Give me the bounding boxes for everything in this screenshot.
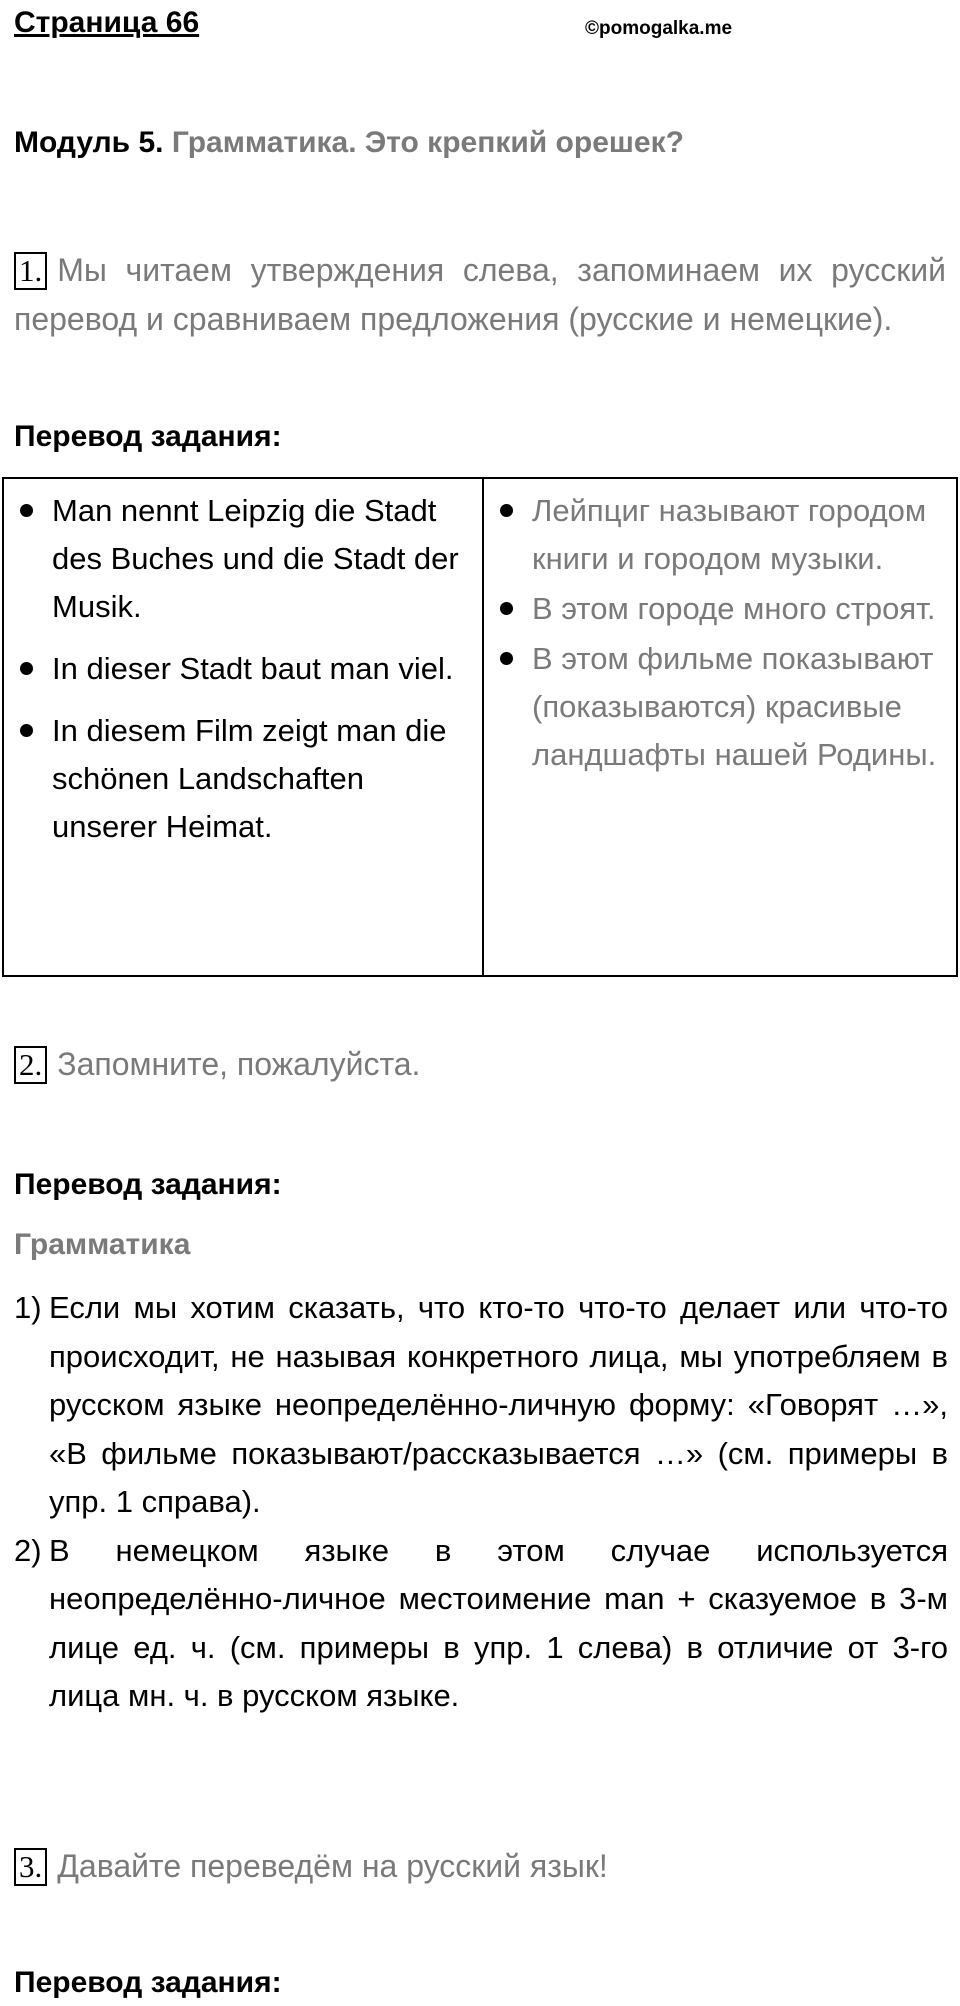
german-sentence: Man nennt Leipzig die Stadt des Buches und die Stadt der Musik.	[14, 487, 472, 631]
bullet-icon	[20, 724, 33, 737]
task-3-text: Давайте переведём на русский язык!	[57, 1848, 608, 1884]
rule-text: Если мы хотим сказать, что кто-то что-то делает или что-то происходит, не называя конкретного лица, мы употребляем в русском языке неопределённо-личную форму: «Говорят …», «В фильме показывают/рассказывается …» (см. примеры в упр. 1 справа).	[49, 1290, 948, 1519]
german-column	[3, 478, 483, 976]
task-2-translation-heading: Перевод задания:	[14, 1168, 282, 1201]
task-1-text: Мы читаем утверждения слева, запоминаем их русский перевод и сравниваем предложения (русские и немецкие).	[14, 252, 946, 337]
bullet-icon	[500, 652, 513, 665]
bullet-icon	[20, 662, 33, 675]
task-3-translation-heading: Перевод задания:	[14, 1966, 282, 1999]
german-sentence: In diesem Film zeigt man die schönen Landschaften unserer Heimat.	[14, 707, 472, 851]
module-heading	[14, 126, 684, 160]
russian-sentence: Лейпциг называют городом книги и городом музыки.	[494, 487, 946, 583]
task-3-number: 3.	[14, 1848, 47, 1886]
russian-column	[483, 478, 957, 976]
watermark: ©pomogalka.me	[585, 18, 733, 39]
rule-number: 2)	[14, 1532, 42, 1568]
german-sentence: In dieser Stadt baut man viel.	[14, 645, 472, 693]
grammar-rule	[14, 1284, 948, 1527]
task-2-number: 2.	[14, 1046, 47, 1084]
grammar-rule	[14, 1527, 948, 1721]
page-title: Страница 66	[14, 6, 200, 39]
bullet-icon	[500, 504, 513, 517]
russian-sentence: В этом городе много строят.	[494, 585, 946, 633]
grammar-rules-list	[14, 1284, 948, 1721]
task-1-text-block	[14, 246, 946, 344]
task-2	[14, 1040, 946, 1089]
translation-table	[2, 477, 958, 977]
rule-text: В немецком языке в этом случае используется неопределённо-личное местоимение man + сказуемое в 3-м лице ед. ч. (см. примеры в упр. 1 слева) в отличие от 3-го лица мн. ч. в русском языке.	[49, 1532, 948, 1713]
russian-sentence: В этом фильме показывают (показываются) красивые ландшафты нашей Родины.	[494, 635, 946, 779]
task-2-text: Запомните, пожалуйста.	[57, 1046, 421, 1082]
bullet-icon	[20, 504, 33, 517]
task-1	[14, 246, 946, 344]
task-1-translation-heading: Перевод задания:	[14, 420, 282, 453]
rule-number: 1)	[14, 1290, 42, 1325]
grammar-heading: Грамматика	[14, 1228, 191, 1261]
module-title: Грамматика. Это крепкий орешек?	[171, 126, 684, 159]
task-3	[14, 1842, 946, 1891]
bullet-icon	[500, 602, 513, 615]
module-label: Модуль 5.	[14, 126, 164, 159]
task-1-number: 1.	[14, 252, 47, 290]
